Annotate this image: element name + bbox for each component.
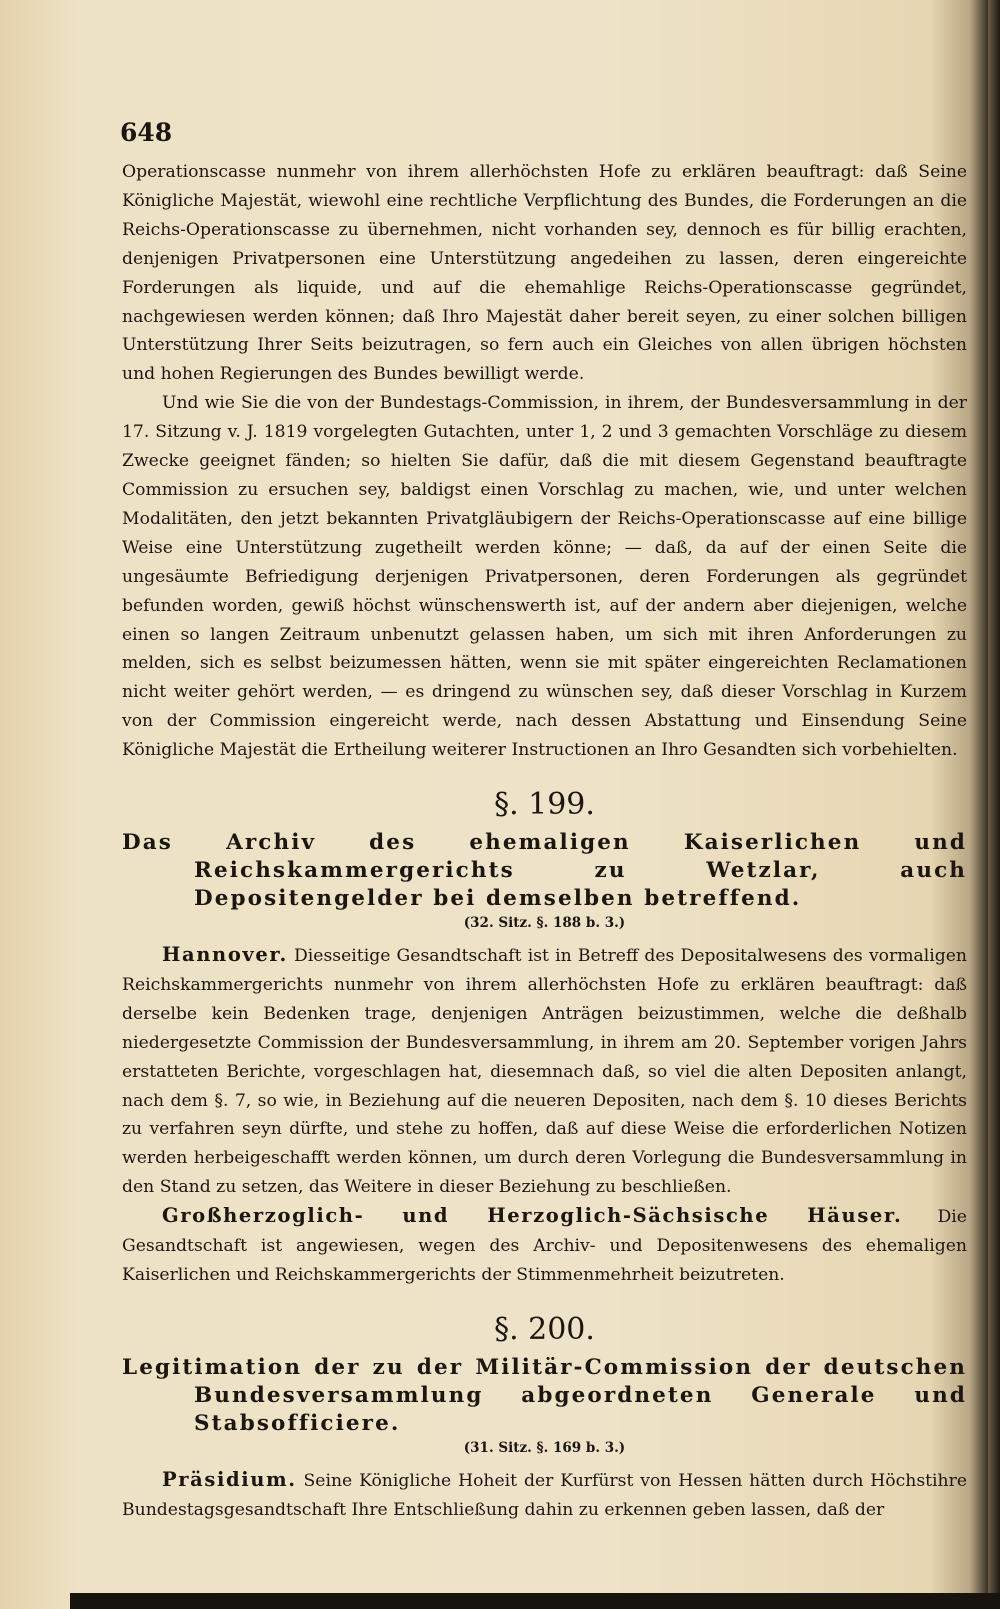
section-reference-200: (31. Sitz. §. 169 b. 3.) [463,1439,626,1456]
paragraph [122,1466,967,1525]
page-number: 648 [120,118,173,147]
paragraph [122,941,967,1202]
paragraph-text: Diesseitige Gesandtschaft ist in Betreff des Depositalwesens des vormaligen Reichskammergerichts nunmehr von ihrem allerhöchsten Hofe zu erklären beauftragt: daß derselbe kein Bedenken trage, denjenigen Anträgen beizustimmen, welche die deßhalb niedergesetzte Commission der Bundesversammlung, in ihrem am 20. September vorigen Jahrs erstatteten Berichte, vorgeschlagen hat, diesemnach daß, so viel die alten Depositen anlangt, nach dem §. 7, so wie, in Beziehung auf die neueren Depositen, nach dem §. 10 dieses Berichts zu verfahren seyn dürfte, und stehe zu hoffen, daß auf diese Weise die erforderlichen Notizen werden herbeigeschafft werden können, um durch deren Vorlegung die Bundesversammlung in den Stand zu setzen, das Weitere in dieser Beziehung zu beschließen. [122,946,967,1198]
speaker-name: Hannover. [162,943,288,967]
paragraph: Und wie Sie die von der Bundestags-Commission, in ihrem, der Bundesversammlung in der 17. Sitzung v. J. 1819 vorgelegten Gutachten, unter 1, 2 und 3 gemachten Vorschläge zu diesem Zwecke geeignet fänden; so hielten Sie dafür, daß die mit diesem Gegenstand beauftragte Commission zu ersuchen sey, baldigst einen Vorschlag zu machen, wie, und unter welchen Modalitäten, den jetzt bekannten Privatgläubigern der Reichs-Operationscasse auf eine billige Weise eine Unterstützung zugetheilt werden könne; — daß, da auf der einen Seite die ungesäumte Befriedigung derjenigen Privatpersonen, deren Forderungen als gegründet befunden worden, gewiß höchst wünschenswerth ist, auf der andern aber diejenigen, welche einen so langen Zeitraum unbenutzt gelassen haben, um sich mit ihren Anforderungen zu melden, sich es selbst beizumessen hätten, wenn sie mit später eingereichten Reclamationen nicht weiter gehört werden, — es dringend zu wünschen sey, daß dieser Vorschlag in Kurzem von der Commission eingereicht werde, nach dessen Abstattung und Einsendung Seine Königliche Majestät die Ertheilung weiterer Instructionen an Ihro Gesandten sich vorbehielten. [122,393,967,761]
section-number-200: §. 200. [494,1311,595,1347]
section-title-199: Das Archiv des ehemaligen Kaiserlichen und Reichskammergerichts zu Wetzlar, auch Depositengelder bei demselben betreffend. [122,830,967,912]
page-right-edge-shadow [988,0,1000,1609]
paragraph [122,1202,967,1290]
section-title-200: Legitimation der zu der Militär-Commission der deutschen Bundesversammlung abgeordneten Generale und Stabsofficiere. [122,1354,967,1436]
speaker-name: Präsidium. [162,1467,297,1491]
paragraph-text: Seine Königliche Hoheit der Kurfürst von Hessen hätten durch Höchstihre Bundestagsgesandtschaft Ihre Entschließung dahin zu erkennen geben lassen, daß der [122,1470,967,1520]
speaker-name: Großherzoglich- und Herzoglich-Sächsische Häuser. [162,1204,903,1228]
paragraph-text: Die Gesandtschaft ist angewiesen, wegen des Archiv- und Depositenwesens des ehemaligen Kaiserlichen und Reichskammergerichts der Stimmenmehrheit beizutreten. [122,1207,967,1285]
page-bottom-edge-shadow [70,1593,1000,1609]
page-content [122,118,967,1525]
paragraph-continuation: Operationscasse nunmehr von ihrem allerhöchsten Hofe zu erklären beauftragt: daß Seine Königliche Majestät, wiewohl eine rechtliche Verpflichtung des Bundes, die Forderungen an die Reichs-Operationscasse zu übernehmen, nicht vorhanden sey, dennoch es für billig erachten, denjenigen Privatpersonen eine Unterstützung angedeihen zu lassen, deren eingereichte Forderungen als liquide, und auf die ehemahlige Reichs-Operationscasse gegründet, nachgewiesen werden können; daß Ihro Majestät daher bereit seyen, zu einer solchen billigen Unterstützung Ihrer Seits beizutragen, so fern auch ein Gleiches von allen übrigen höchsten und hohen Regierungen des Bundes bewilligt werde. [122,162,967,385]
section-number-199: §. 199. [494,787,595,823]
section-reference-199: (32. Sitz. §. 188 b. 3.) [463,915,626,932]
